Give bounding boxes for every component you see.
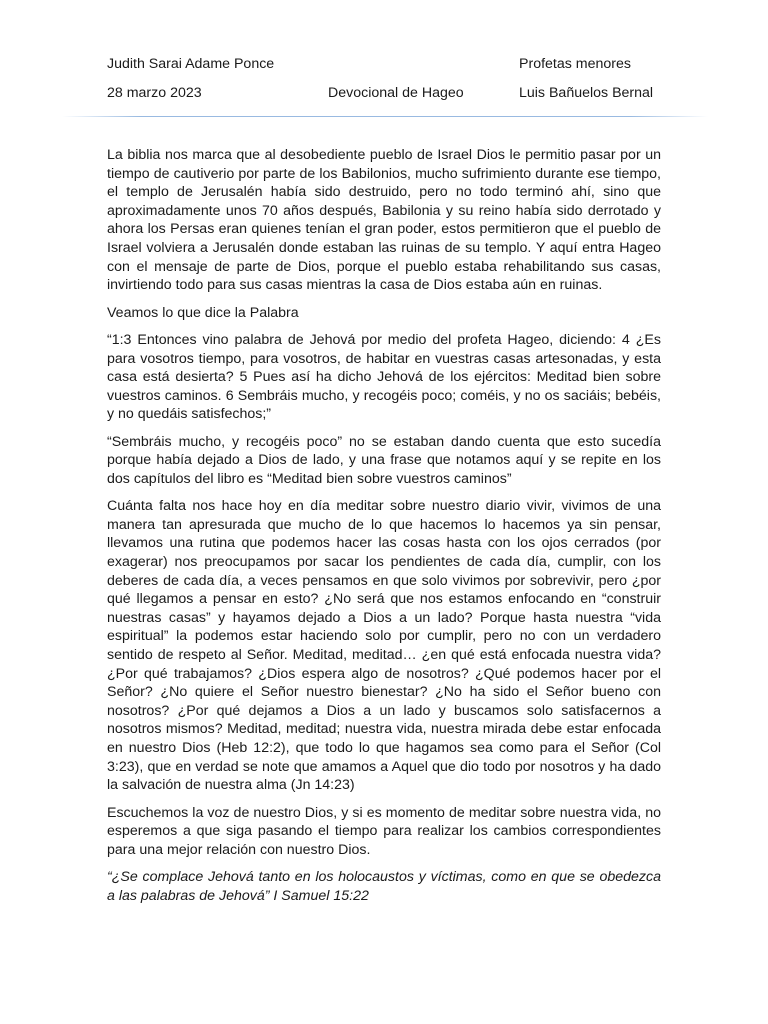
- scripture-quote: “1:3 Entonces vino palabra de Jehová por medio del profeta Hageo, diciendo: 4 ¿Es para vosotros tiempo, para vosotros, de habitar en vuestras casas artesonadas, y esta casa está desierta? 5 Pues así ha dicho Jehová de los ejércitos: Meditad bien sobre vuestros caminos. 6 Sembráis mucho, y recogéis poco; coméis, y no os saciáis; bebéis, y no quedáis satisfechos;”: [107, 331, 661, 423]
- header-divider: [62, 116, 708, 117]
- document-date: 28 marzo 2023: [107, 85, 202, 101]
- scripture-intro: Veamos lo que dice la Palabra: [107, 304, 299, 321]
- intro-paragraph: La biblia nos marca que al desobediente pueblo de Israel Dios le permitio pasar por un tiempo de cautiverio por parte de los Babilonios, mucho sufrimiento durante ese tiempo, el templo de Jerusalén había sido destruido, pero no todo terminó ahí, sino que aproximadamente unos 70 años después, Babilonia y su reino había sido derrotado y ahora los Persas eran quienes tenían el gran poder, estos permitieron que el pueblo de Israel volviera a Jerusalén donde estaban las ruinas de su templo. Y aquí entra Hageo con el mensaje de parte de Dios, porque el pueblo estaba rehabilitando sus casas, invirtiendo todo para sus casas mientras la casa de Dios estaba aún en ruinas.: [107, 147, 661, 294]
- teacher-name: Luis Bañuelos Bernal: [519, 85, 654, 101]
- document-body: [107, 146, 661, 914]
- final-verse-quote: “¿Se complace Jehová tanto en los holocaustos y víctimas, como en que se obedezca a las palabras de Jehová” I Samuel 15:22: [107, 869, 661, 904]
- course-name: Profetas menores: [519, 56, 631, 72]
- reflection-paragraph: “Sembráis mucho, y recogéis poco” no se estaban dando cuenta que esto sucedía porque había dejado a Dios de lado, y una frase que notamos aquí y se repite en los dos capítulos del libro es “Meditad bien sobre vuestros caminos”: [107, 433, 661, 487]
- meditation-paragraph: Cuánta falta nos hace hoy en día meditar sobre nuestro diario vivir, vivimos de una manera tan apresurada que mucho de lo que hacemos lo hacemos ya sin pensar, llevamos una rutina que podemos hacer las cosas hasta con los ojos cerrados (por exagerar) nos preocupamos por sacar los pendientes de cada día, cumplir, con los deberes de cada día, a veces pensamos en que solo vivimos por sobrevivir, pero ¿por qué llegamos a pensar en esto? ¿No será que nos estamos enfocando en “construir nuestras casas” y hayamos dejado a Dios a un lado? Porque hasta nuestra “vida espiritual” la podemos estar haciendo solo por cumplir, pero no con un verdadero sentido de respeto al Señor. Meditad, meditad… ¿en qué está enfocada nuestra vida? ¿Por qué trabajamos? ¿Dios espera algo de nosotros? ¿Qué podemos hacer por el Señor? ¿No quiere el Señor nuestro bienestar? ¿No ha sido el Señor bueno con nosotros? ¿Por qué dejamos a Dios a un lado y buscamos solo satisfacernos a nosotros mismos? Meditad, meditad; nuestra vida, nuestra mirada debe estar enfocada en nuestro Dios (Heb 12:2), que todo lo que hagamos sea como para el Señor (Col 3:23), que en verdad se note que amamos a Aquel que dio todo por nosotros y ha dado la salvación de nuestra alma (Jn 14:23): [107, 498, 661, 794]
- document-title: Devocional de Hageo: [328, 85, 464, 101]
- closing-paragraph: Escuchemos la voz de nuestro Dios, y si es momento de meditar sobre nuestra vida, no esperemos a que siga pasando el tiempo para realizar los cambios correspondientes para una mejor relación con nuestro Dios.: [107, 804, 661, 858]
- author-name: Judith Sarai Adame Ponce: [107, 56, 275, 72]
